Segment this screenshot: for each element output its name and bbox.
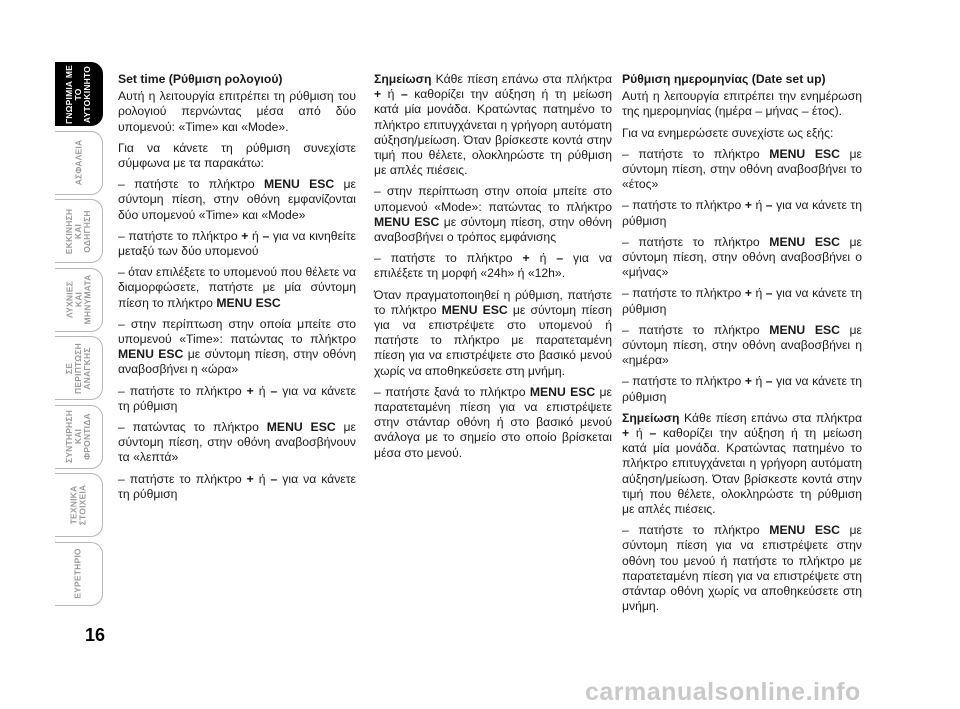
paragraph [622, 198, 862, 228]
paragraph [374, 72, 612, 178]
chapter-tab-label-line: ΣΕ [64, 362, 74, 374]
emphasis-text: – [765, 198, 773, 213]
paragraph [622, 523, 862, 614]
chapter-tab-2[interactable] [55, 131, 103, 195]
emphasis-text: MENU ESC [118, 347, 184, 362]
paragraph [118, 472, 356, 502]
text-column-2 [374, 72, 612, 467]
chapter-tab-label-line: ΑΥΤΟΚΙΝΗΤΟ [82, 65, 92, 123]
chapter-tab-label-line: ΛΥΧΝΙΕΣ [64, 281, 74, 318]
body-text: – πατήστε το πλήκτρο [622, 146, 770, 161]
emphasis-text: + [246, 383, 254, 398]
body-text: με σύντομη πίεση, στην οθόνη εμφανίζονται δύο υπομενού «Time» και «Mode» [118, 177, 356, 222]
chapter-tab-6[interactable] [55, 405, 103, 469]
body-text: για να κάνετε τη ρύθμιση [622, 286, 862, 316]
body-text: – πατήστε το πλήκτρο [622, 286, 745, 301]
chapter-tab-label [65, 65, 92, 124]
paragraph [118, 89, 356, 135]
emphasis-text: + [241, 228, 249, 243]
body-text: Κάθε πίεση επάνω στα πλήκτρα [679, 410, 862, 425]
body-text: για να κάνετε τη ρύθμιση [622, 198, 862, 228]
body-text: – πατήστε το πλήκτρο [622, 234, 770, 249]
chapter-tab-label-line: ΚΑΙ [73, 291, 83, 308]
paragraph [118, 420, 356, 466]
emphasis-text: Σημείωση [374, 72, 432, 86]
emphasis-text: MENU ESC [769, 322, 840, 337]
chapter-tab-label [70, 485, 88, 526]
body-text: για να κάνετε τη ρύθμιση [118, 383, 356, 413]
body-text: ή [253, 383, 271, 398]
chapter-tab-label-line: ΤΕΧΝΙΚΑ [68, 485, 79, 525]
body-text: – πατήστε το πλήκτρο [622, 523, 770, 538]
emphasis-text: Σημείωση [622, 410, 680, 425]
paragraph [118, 265, 356, 311]
emphasis-text: MENU ESC [769, 234, 840, 249]
emphasis-text: – [270, 383, 278, 398]
body-text: για να επιλέξετε τη μορφή «24h» ή «12h». [374, 251, 612, 281]
paragraph [118, 384, 356, 414]
body-text: καθορίζει την αύξηση ή τη μείωση κατά μία μονάδα. Κρατώντας πατημένο το πλήκτρο επιτυγχάνεται η γρήγορη αυτόματη αύξηση/μείωση. Όταν βρίσκεστε κοντά στην τιμή που θέλετε, ολοκληρώστε τη ρύθμιση με απλές πιέσεις. [374, 87, 612, 178]
emphasis-text: MENU ESC [216, 295, 281, 310]
body-text: ή [751, 374, 766, 389]
chapter-tab-label-line: ΕΚΚΙΝΗΣΗ [64, 208, 74, 254]
page-number: 16 [85, 625, 106, 645]
chapter-tab-label-line: ΓΝΩΡΙΜΙΑ ΜΕ [64, 64, 74, 124]
body-text: με παρατεταμένη πίεση για να επιστρέψετε στην στάνταρ οθόνη ή στο βασικό μενού ανάλογα με το σημείο στο οποίο βρίσκεται μέσα στο μενού. [374, 384, 612, 460]
paragraph [622, 286, 862, 316]
paragraph [622, 374, 862, 404]
paragraph [622, 323, 862, 369]
body-text: – πατήστε το πλήκτρο [374, 251, 523, 266]
emphasis-text: + [246, 471, 254, 486]
body-text: – πατήστε ξανά το πλήκτρο [374, 384, 530, 399]
body-text: Αυτή η λειτουργία επιτρέπει την ενημέρωση της ημερομηνίας (ημέρα – μήνας – έτος). [622, 89, 862, 119]
body-text: ή [381, 87, 401, 102]
emphasis-text: + [374, 87, 382, 102]
paragraph [374, 385, 612, 461]
chapter-tab-3[interactable] [55, 199, 103, 263]
body-text: με σύντομη πίεση, στην οθόνη αναβοσβήνει ο τρόπος εμφάνισης [374, 214, 612, 245]
body-text: ή [248, 228, 263, 243]
section-heading: Ρύθμιση ημερομηνίας (Date set up) [622, 72, 826, 86]
body-text: – πατήστε το πλήκτρο [118, 471, 247, 486]
body-text: με σύντομη πίεση, στην οθόνη αναβοσβήνει η «ώρα» [118, 347, 356, 377]
chapter-tab-5[interactable] [55, 336, 103, 400]
body-text: ή [751, 198, 766, 213]
paragraph [118, 317, 356, 378]
body-text: με σύντομη πίεση, στην οθόνη αναβοσβήνει η «ημέρα» [622, 322, 862, 368]
paragraph [118, 177, 356, 223]
emphasis-text: MENU ESC [769, 146, 840, 161]
body-text: – όταν επιλέξετε το υπομενού που θέλετε να διαμορφώσετε, πατήστε με μία σύντομη πίεση το πλήκτρο [118, 265, 356, 310]
chapter-tab-label-line: ΠΕΡΙΠΤΩΣΗ [73, 342, 83, 394]
body-text: με σύντομη πίεση, στην οθόνη αναβοσβήνουν τα «λεπτά» [118, 420, 356, 465]
body-text: Αυτή η λειτουργία επιτρέπει τη ρύθμιση του ρολογιού περνώντας μέσα από δύο υπομενού: «Time» και «Mode». [118, 89, 356, 134]
chapter-tab-label-line: ΣΥΝΤΗΡΗΣΗ [64, 409, 74, 464]
emphasis-text: + [744, 198, 752, 213]
emphasis-text: – [556, 251, 564, 266]
emphasis-text: MENU ESC [769, 523, 840, 538]
paragraph [374, 288, 612, 379]
emphasis-text: MENU ESC [374, 214, 440, 229]
emphasis-text: – [270, 471, 278, 486]
paragraph [622, 147, 862, 193]
body-text: – πατήστε το πλήκτρο [622, 322, 770, 337]
emphasis-text: + [744, 374, 752, 389]
emphasis-text: – [649, 426, 657, 441]
body-text: – στην περίπτωση στην οποία μπείτε στο υπομενού «Time»: πατώντας το πλήκτρο [118, 316, 356, 347]
emphasis-text: – [765, 286, 773, 301]
chapter-tab-label-line: ΦΡΟΝΤΙΔΑ [82, 413, 92, 460]
chapter-tab-7[interactable] [55, 473, 103, 537]
body-text: Κάθε πίεση επάνω στα πλήκτρα [431, 72, 612, 86]
body-text: – πατώντας το πλήκτρο [118, 420, 267, 435]
chapter-tab-1[interactable] [55, 62, 103, 126]
paragraph [374, 251, 612, 281]
body-text: καθορίζει την αύξηση ή τη μείωση κατά μία μονάδα. Κρατώντας πατημένο το πλήκτρο επιτυγχάνεται η γρήγορη αυτόματη αύξηση/μείωση. Όταν βρίσκεστε κοντά στην τιμή που θέλετε, ολοκληρώστε τη ρύθμιση με απλές πιέσεις. [622, 426, 862, 517]
emphasis-text: MENU ESC [263, 177, 335, 192]
body-text: με σύντομη πίεση για να επιστρέψετε στο υπομενού ή πατήστε το πλήκτρο με παρατεταμένη πίεση για να επιστρέψετε στο βασικό μενού χωρίς να αποθηκεύσετε στη μνήμη. [374, 302, 612, 378]
chapter-tab-label [74, 548, 83, 598]
chapter-tab-label [65, 275, 92, 325]
body-text: – πατήστε το πλήκτρο [622, 374, 745, 389]
chapter-tab-label-line: ΤΟ [73, 87, 83, 101]
body-text: Για να ενημερώσετε συνεχίστε ως εξής: [622, 125, 834, 140]
body-text: Όταν πραγματοποιηθεί η ρύθμιση, πατήστε το πλήκτρο [374, 287, 612, 317]
emphasis-text: + [744, 286, 752, 301]
body-text: Για να κάνετε τη ρύθμιση συνεχίστε σύμφωνα με τα παρακάτω: [118, 140, 356, 171]
paragraph [622, 235, 862, 281]
section-heading: Set time (Ρύθμιση ρολογιού) [118, 72, 283, 86]
body-text: με σύντομη πίεση, στην οθόνη αναβοσβήνει το «έτος» [622, 146, 862, 192]
emphasis-text: MENU ESC [529, 384, 596, 399]
chapter-tab-label [65, 410, 92, 463]
chapter-tab-label [65, 343, 92, 394]
emphasis-text: – [400, 87, 408, 102]
paragraph [374, 184, 612, 245]
body-text: με σύντομη πίεση, στην οθόνη αναβοσβήνει ο «μήνας» [622, 234, 862, 280]
body-text: για να κάνετε τη ρύθμιση [118, 471, 356, 501]
body-text: – πατήστε το πλήκτρο [118, 383, 247, 398]
chapter-tab-4[interactable] [55, 268, 103, 332]
chapter-tab-label-line: ΚΑΙ [73, 428, 83, 445]
emphasis-text: – [262, 228, 270, 243]
chapter-tab-label-line: ΣΤΟΙΧΕΙΑ [77, 484, 88, 526]
chapter-tab-label [65, 208, 92, 253]
body-text: – πατήστε το πλήκτρο [118, 177, 264, 192]
chapter-tab-label-line: ΕΥΡΕΤΗΡΙΟ [73, 548, 84, 599]
body-text: για να κάνετε τη ρύθμιση [622, 374, 862, 404]
emphasis-text: + [522, 251, 530, 266]
body-text: – πατήστε το πλήκτρο [118, 228, 242, 243]
chapter-tab-label-line: ΑΣΦΑΛΕΙΑ [72, 139, 83, 186]
body-text: ή [629, 426, 650, 441]
chapter-tab-label-line: ΚΑΙ [73, 223, 83, 239]
paragraph [622, 89, 862, 119]
body-text: – πατήστε το πλήκτρο [622, 198, 745, 213]
body-text: ή [253, 471, 271, 486]
emphasis-text: + [622, 426, 630, 441]
paragraph [622, 126, 862, 141]
paragraph [118, 229, 356, 259]
text-column-3 [622, 72, 862, 621]
emphasis-text: MENU ESC [441, 302, 508, 317]
chapter-tab-label [74, 140, 83, 186]
body-text: ή [751, 286, 766, 301]
paragraph [118, 141, 356, 171]
body-text: για να κινηθείτε μεταξύ των δύο υπομενού [118, 228, 356, 259]
chapter-tab-label-line: ΟΔΗΓΗΣΗ [82, 209, 92, 253]
paragraph [622, 411, 862, 517]
body-text: – στην περίπτωση στην οποία μπείτε στο υπομενού «Mode»: πατώντας το πλήκτρο [374, 184, 612, 214]
body-text: ή [529, 251, 557, 266]
emphasis-text: MENU ESC [266, 420, 336, 435]
chapter-tab-8[interactable] [55, 542, 103, 606]
emphasis-text: – [765, 374, 773, 389]
chapter-tab-label-line: ΑΝΑΓΚΗΣ [82, 346, 92, 390]
text-column-1 [118, 72, 356, 508]
chapter-tab-label-line: ΜΗΝΥΜΑΤΑ [82, 274, 92, 325]
body-text: με σύντομη πίεση για να επιστρέψετε στην οθόνη του μενού ή πατήστε το πλήκτρο με παρατεταμένη πίεση για να επιστρέψετε στη στάνταρ οθόνη χωρίς να αποθηκεύσετε στη μνήμη. [622, 523, 862, 614]
watermark: carmanualsonline.info [585, 678, 861, 706]
